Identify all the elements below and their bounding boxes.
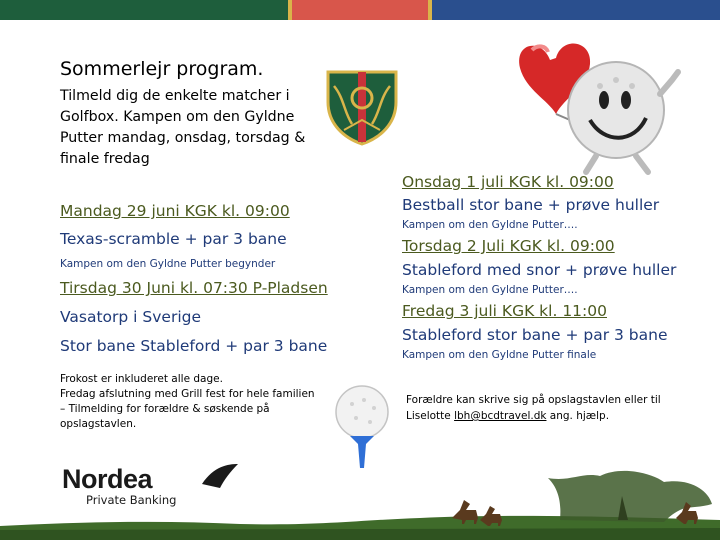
event-friday-heading[interactable]: Fredag 3 juli KGK kl. 11:00 — [402, 302, 607, 320]
stripe-blue — [432, 0, 720, 20]
contact-email-link[interactable]: lbh@bcdtravel.dk — [454, 410, 547, 422]
event-wednesday-heading[interactable]: Onsdag 1 juli KGK kl. 09:00 — [402, 173, 614, 191]
top-stripe-bar — [0, 0, 720, 20]
nordea-subtitle: Private Banking — [86, 493, 177, 507]
event-wednesday-line: Bestball stor bane + prøve huller — [402, 196, 660, 214]
event-thursday-note: Kampen om den Gyldne Putter…. — [402, 284, 578, 296]
event-friday-note: Kampen om den Gyldne Putter finale — [402, 349, 597, 361]
event-monday-note: Kampen om den Gyldne Putter begynder — [60, 258, 276, 270]
stripe-red — [292, 0, 428, 20]
landscape-grass-icon — [0, 468, 720, 540]
grill-note: Fredag afslutning med Grill fest for hele familien – Tilmelding for forældre & søskende på opslagstavlen. — [60, 388, 315, 430]
event-friday-line: Stableford stor bane + par 3 bane — [402, 326, 668, 344]
event-tuesday-line-1: Vasatorp i Sverige — [60, 308, 202, 326]
nordea-wordmark: Nordea — [62, 464, 153, 494]
parent-note-suffix: ang. hjælp. — [546, 410, 610, 422]
event-thursday-heading[interactable]: Torsdag 2 Juli KGK kl. 09:00 — [402, 237, 615, 255]
event-tuesday-heading[interactable]: Tirsdag 30 Juni kl. 07:30 P-Pladsen — [60, 279, 328, 297]
notes-right — [406, 392, 706, 424]
event-monday-heading[interactable]: Mandag 29 juni KGK kl. 09:00 — [60, 202, 290, 220]
golfball-tee-icon — [330, 384, 394, 470]
club-crest-icon — [322, 68, 402, 146]
page-title: Sommerlejr program. — [60, 58, 264, 80]
stripe-green — [0, 0, 288, 20]
heart-golfball-icon — [512, 28, 687, 178]
event-tuesday-line-2: Stor bane Stableford + par 3 bane — [60, 337, 328, 355]
event-wednesday-note: Kampen om den Gyldne Putter…. — [402, 219, 578, 231]
lunch-note: Frokost er inkluderet alle dage. — [60, 373, 223, 385]
event-thursday-line: Stableford med snor + prøve huller — [402, 261, 677, 279]
parent-note-prefix: Forældre kan skrive sig på opslagstavlen eller til Liselotte — [406, 394, 661, 422]
notes-left — [60, 372, 320, 432]
intro-text: Tilmeld dig de enkelte matcher i Golfbox. Kampen om den Gyldne Putter mandag, onsdag, torsdag & finale fredag — [60, 88, 306, 167]
event-monday-line: Texas-scramble + par 3 bane — [60, 230, 287, 248]
